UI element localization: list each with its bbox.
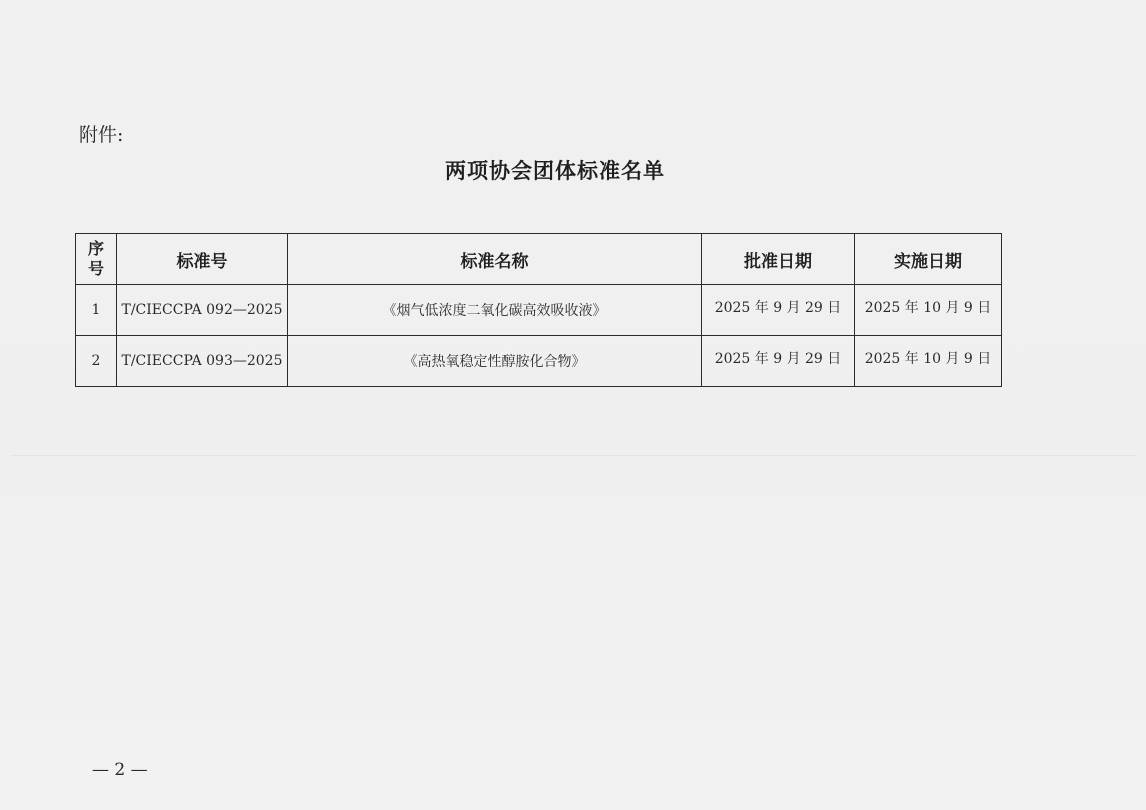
header-approval-date: 批准日期 (702, 234, 855, 285)
cell-implementation-date: 2025 年 10 月 9 日 (855, 336, 1002, 387)
scan-fold-line (10, 455, 1136, 456)
standards-table (75, 233, 1002, 387)
attachment-label: 附件: (79, 124, 124, 146)
cell-standard-no: T/CIECCPA 093—2025 (117, 336, 288, 387)
cell-seq: 2 (76, 336, 117, 387)
cell-implementation-date: 2025 年 10 月 9 日 (855, 285, 1002, 336)
header-implementation-date: 实施日期 (855, 234, 1002, 285)
cell-standard-name: 《烟气低浓度二氧化碳高效吸收液》 (288, 285, 702, 336)
header-seq-line2: 号 (87, 259, 104, 278)
cell-seq: 1 (76, 285, 117, 336)
cell-standard-no: T/CIECCPA 092—2025 (117, 285, 288, 336)
header-standard-no: 标准号 (117, 234, 288, 285)
cell-approval-date: 2025 年 9 月 29 日 (702, 285, 855, 336)
header-standard-name: 标准名称 (288, 234, 702, 285)
table-header-row (76, 234, 1002, 285)
header-seq (76, 234, 117, 285)
header-seq-line1: 序 (87, 239, 104, 258)
document-title: 两项协会团体标准名单 (445, 159, 665, 183)
page-number: — 2 — (92, 760, 148, 780)
table-row (76, 336, 1002, 387)
table-row (76, 285, 1002, 336)
cell-approval-date: 2025 年 9 月 29 日 (702, 336, 855, 387)
cell-standard-name: 《高热氧稳定性醇胺化合物》 (288, 336, 702, 387)
